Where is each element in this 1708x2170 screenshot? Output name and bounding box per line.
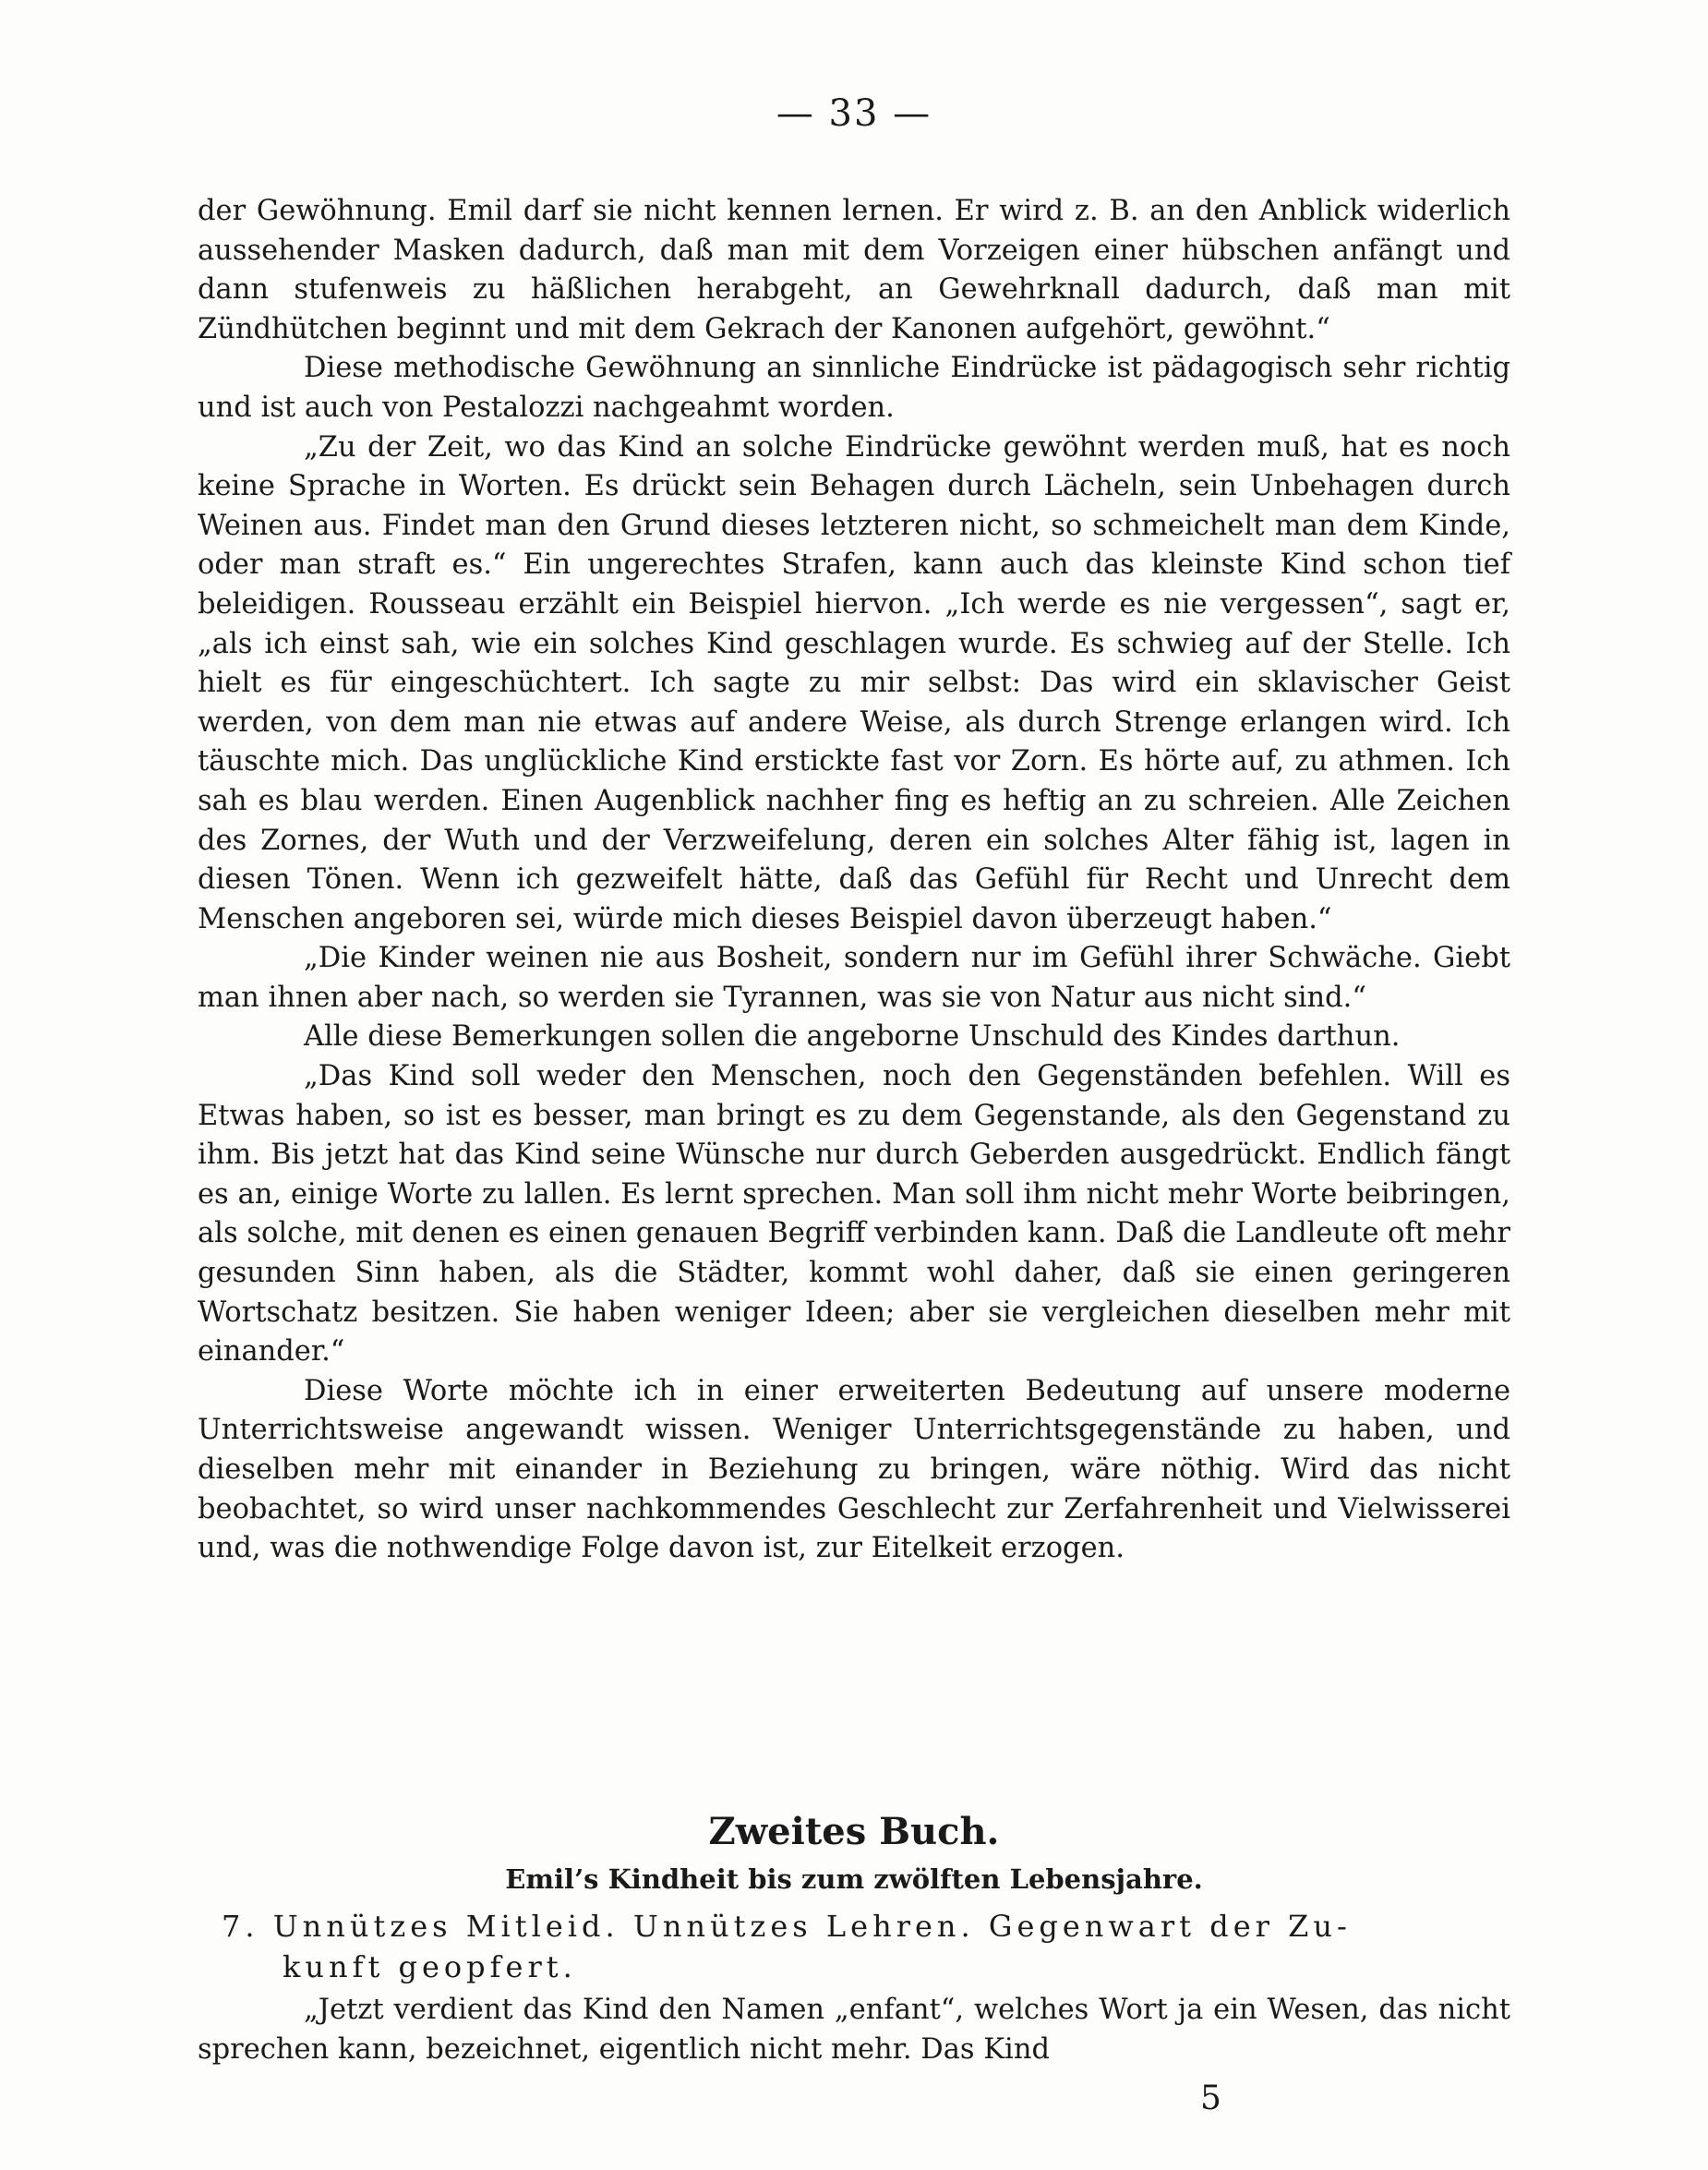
- section-heading-line: kunft geopfert.: [283, 1949, 577, 1984]
- continuation-text: [198, 1991, 1510, 2069]
- signature-mark: 5: [1200, 2080, 1221, 2117]
- page-number: — 33 —: [776, 92, 932, 135]
- paragraph: „Jetzt verdient das Kind den Namen „enfant“, welches Wort ja ein Wesen, das nicht sprechen kann, bezeichnet, eigentlich nicht mehr. Das Kind: [198, 1994, 1510, 2066]
- paragraph: Diese Worte möchte ich in einer erweiterten Bedeutung auf unsere moderne Unterrichtsweise angewandt wissen. Weniger Unterrichtsgegenstände zu haben, und dieselben mehr mit einander in Beziehung zu bringen, wäre nöthig. Wird das nicht beobachtet, so wird unser nachkommendes Geschlecht zur Zerfahrenheit und Vielwisserei und, was die nothwendige Folge davon ist, zur Eitelkeit erzogen.: [198, 1374, 1510, 1565]
- paragraph: „Das Kind soll weder den Menschen, noch den Gegenständen befehlen. Will es Etwas haben, so ist es besser, man bringt es zu dem Gegenstande, als den Gegenstand zu ihm. Bis jetzt hat das Kind seine Wünsche nur durch Geberden ausgedrückt. Endlich fängt es an, einige Worte zu lallen. Es lernt sprechen. Man soll ihm nicht mehr Worte beibringen, als solche, mit denen es einen genauen Begriff verbinden kann. Daß die Landleute oft mehr gesunden Sinn haben, als die Städter, kommt wohl daher, daß sie einen geringeren Wortschatz besitzen. Sie haben weniger Ideen; aber sie vergleichen dieselben mehr mit einander.“: [198, 1060, 1510, 1368]
- section-heading: [222, 1906, 1514, 1987]
- paragraph: „Die Kinder weinen nie aus Bosheit, sondern nur im Gefühl ihrer Schwäche. Giebt man ihnen aber nach, so werden sie Tyrannen, was sie von Natur aus nicht sind.“: [198, 942, 1510, 1014]
- paragraph: Diese methodische Gewöhnung an sinnliche Eindrücke ist pädagogisch sehr richtig und ist auch von Pestalozzi nachgeahmt worden.: [198, 352, 1510, 424]
- paragraph: Alle diese Bemerkungen sollen die angeborne Unschuld des Kindes darthun.: [304, 1020, 1401, 1054]
- paragraph: „Zu der Zeit, wo das Kind an solche Eindrücke gewöhnt werden muß, hat es noch keine Sprache in Worten. Es drückt sein Behagen durch Lächeln, sein Unbehagen durch Weinen aus. Findet man den Grund dieses letzteren nicht, so schmeichelt man dem Kinde, oder man straft es.“ Ein ungerechtes Strafen, kann auch das kleinste Kind schon tief beleidigen. Rousseau erzählt ein Beispiel hiervon. „Ich werde es nie vergessen“, sagt er, „als ich einst sah, wie ein solches Kind geschlagen wurde. Es schwieg auf der Stelle. Ich hielt es für eingeschüchtert. Ich sagte zu mir selbst: Das wird ein sklavischer Geist werden, von dem man nie etwas auf andere Weise, als durch Strenge erlangen wird. Ich täuschte mich. Das unglückliche Kind erstickte fast vor Zorn. Es hörte auf, zu athmen. Ich sah es blau werden. Einen Augenblick nachher fing es heftig an zu schreien. Alle Zeichen des Zornes, der Wuth und der Verzweifelung, deren ein solches Alter fähig ist, lagen in diesen Tönen. Wenn ich gezweifelt hätte, daß das Gefühl für Recht und Unrecht dem Menschen angeboren sei, würde mich dieses Beispiel davon überzeugt haben.“: [198, 430, 1510, 935]
- book-title: Zweites Buch.: [708, 1810, 1000, 1853]
- section-heading-line: 7. Unnützes Mitleid. Unnützes Lehren. Gegenwart der Zu-: [222, 1909, 1352, 1944]
- book-subtitle: Emil’s Kindheit bis zum zwölften Lebensjahre.: [505, 1863, 1203, 1895]
- main-text-block: [198, 192, 1510, 1569]
- paragraph: der Gewöhnung. Emil darf sie nicht kennen lernen. Er wird z. B. an den Anblick widerlich aussehender Masken dadurch, daß man mit dem Vorzeigen einer hübschen anfängt und dann stufenweis zu häßlichen herabgeht, an Gewehrknall dadurch, daß man mit Zündhütchen beginnt und mit dem Gekrach der Kanonen aufgehört, gewöhnt.“: [198, 195, 1510, 345]
